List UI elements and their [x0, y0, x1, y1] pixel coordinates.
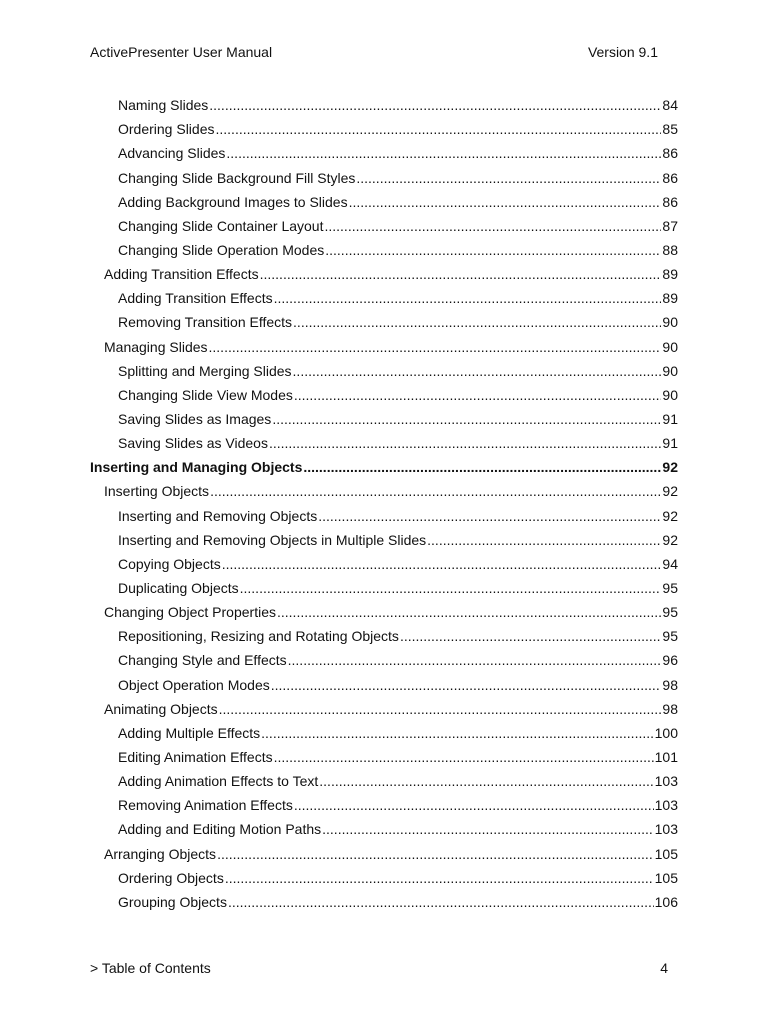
toc-entry-page: 96: [662, 652, 678, 669]
toc-entry[interactable]: [90, 645, 678, 669]
toc-entry-page: 90: [662, 386, 678, 403]
toc-entry-title: Changing Slide Container Layout: [118, 217, 324, 234]
toc-entry-title: Arranging Objects: [104, 845, 217, 862]
toc-entry-page: 90: [662, 362, 678, 379]
toc-entry-title: Changing Slide Background Fill Styles: [118, 169, 356, 186]
toc-entry-page: 84: [662, 97, 678, 114]
toc-entry-title: Duplicating Objects: [118, 579, 239, 596]
toc-entry[interactable]: [90, 597, 678, 621]
toc-entry-title: Inserting and Managing Objects: [90, 459, 303, 476]
page-header: [90, 44, 658, 64]
toc-dot-leader: [288, 652, 662, 669]
toc-dot-leader: [269, 435, 661, 452]
toc-dot-leader: [274, 290, 662, 307]
toc-entry-title: Managing Slides: [104, 338, 208, 355]
toc-entry-page: 103: [654, 797, 678, 814]
toc-entry-page: 89: [662, 266, 678, 283]
toc-entry[interactable]: [90, 356, 678, 380]
toc-entry-page: 98: [662, 700, 678, 717]
toc-entry-title: Saving Slides as Videos: [118, 435, 268, 452]
toc-dot-leader: [325, 242, 661, 259]
toc-dot-leader: [272, 411, 661, 428]
toc-entry-title: Removing Animation Effects: [118, 797, 293, 814]
toc-entry[interactable]: [90, 887, 678, 911]
toc-entry-title: Ordering Slides: [118, 121, 215, 138]
manual-title: ActivePresenter User Manual: [90, 44, 273, 60]
toc-dot-leader: [216, 121, 662, 138]
toc-entry[interactable]: [90, 766, 678, 790]
toc-dot-leader: [277, 604, 661, 621]
toc-entry-page: 90: [662, 338, 678, 355]
toc-entry[interactable]: [90, 259, 678, 283]
toc-dot-leader: [324, 218, 661, 235]
toc-dot-leader: [210, 483, 661, 500]
toc-entry-page: 91: [662, 435, 678, 452]
toc-dot-leader: [271, 677, 662, 694]
toc-entry-page: 103: [654, 821, 678, 838]
toc-entry-page: 85: [662, 121, 678, 138]
toc-dot-leader: [356, 170, 661, 187]
toc-entry-title: Copying Objects: [118, 555, 221, 572]
toc-entry-page: 100: [654, 724, 678, 741]
toc-entry-page: 88: [662, 241, 678, 258]
toc-entry-title: Naming Slides: [118, 97, 209, 114]
toc-dot-leader: [349, 194, 662, 211]
toc-entry[interactable]: [90, 187, 678, 211]
toc-dot-leader: [217, 846, 654, 863]
toc-entry-title: Inserting and Removing Objects: [118, 507, 318, 524]
toc-entry-title: Adding Background Images to Slides: [118, 193, 348, 210]
toc-entry-page: 105: [654, 869, 678, 886]
toc-dot-leader: [209, 97, 661, 114]
toc-entry-page: 95: [662, 628, 678, 645]
toc-dot-leader: [319, 773, 653, 790]
toc-entry-title: Grouping Objects: [118, 893, 227, 910]
toc-entry[interactable]: [90, 790, 678, 814]
toc-dot-leader: [219, 701, 662, 718]
toc-entry-page: 92: [662, 459, 678, 476]
toc-entry[interactable]: [90, 742, 678, 766]
toc-entry-title: Adding Multiple Effects: [118, 724, 261, 741]
toc-entry[interactable]: [90, 669, 678, 693]
toc-entry-title: Saving Slides as Images: [118, 410, 272, 427]
toc-entry-page: 89: [662, 290, 678, 307]
toc-dot-leader: [274, 749, 654, 766]
toc-dot-leader: [228, 894, 654, 911]
toc-entry-title: Changing Style and Effects: [118, 652, 287, 669]
toc-entry[interactable]: [90, 476, 678, 500]
toc-dot-leader: [294, 387, 662, 404]
toc-entry[interactable]: [90, 718, 678, 742]
toc-entry[interactable]: [90, 307, 678, 331]
toc-entry-title: Changing Slide View Modes: [118, 386, 293, 403]
toc-entry[interactable]: [90, 452, 678, 476]
toc-entry[interactable]: [90, 525, 678, 549]
toc-entry-page: 92: [662, 483, 678, 500]
toc-dot-leader: [400, 628, 661, 645]
toc-entry[interactable]: [90, 404, 678, 428]
toc-dot-leader: [240, 580, 662, 597]
toc-entry-page: 95: [662, 579, 678, 596]
toc-entry-title: Changing Slide Operation Modes: [118, 241, 325, 258]
toc-dot-leader: [293, 363, 662, 380]
toc-entry-title: Adding and Editing Motion Paths: [118, 821, 322, 838]
toc-entry[interactable]: [90, 138, 678, 162]
page-number: 4: [660, 960, 668, 976]
toc-entry-page: 98: [662, 676, 678, 693]
toc-entry[interactable]: [90, 162, 678, 186]
toc-entry-title: Splitting and Merging Slides: [118, 362, 292, 379]
toc-entry-title: Object Operation Modes: [118, 676, 270, 693]
toc-dot-leader: [260, 266, 662, 283]
toc-entry-title: Inserting and Removing Objects in Multiple Slides: [118, 531, 427, 548]
toc-entry-page: 105: [654, 845, 678, 862]
toc-entry-page: 91: [662, 410, 678, 427]
toc-entry[interactable]: [90, 863, 678, 887]
toc-dot-leader: [293, 314, 661, 331]
toc-dot-leader: [318, 508, 661, 525]
toc-dot-leader: [225, 870, 654, 887]
toc-entry[interactable]: [90, 428, 678, 452]
toc-entry[interactable]: [90, 114, 678, 138]
toc-entry-title: Ordering Objects: [118, 869, 224, 886]
toc-entry-page: 94: [662, 555, 678, 572]
toc-dot-leader: [222, 556, 662, 573]
toc-entry-page: 92: [662, 531, 678, 548]
toc-entry[interactable]: [90, 549, 678, 573]
toc-entry-title: Adding Animation Effects to Text: [118, 773, 319, 790]
toc-entry-title: Advancing Slides: [118, 145, 226, 162]
toc-dot-leader: [261, 725, 653, 742]
toc-entry-page: 106: [654, 893, 678, 910]
toc-entry-page: 87: [662, 217, 678, 234]
toc-entry[interactable]: [90, 283, 678, 307]
toc-entry-title: Animating Objects: [104, 700, 218, 717]
toc-entry[interactable]: [90, 211, 678, 235]
toc-dot-leader: [322, 821, 654, 838]
toc-entry-title: Editing Animation Effects: [118, 748, 273, 765]
table-of-contents: [90, 90, 678, 911]
toc-entry-title: Removing Transition Effects: [118, 314, 293, 331]
toc-entry[interactable]: [90, 90, 678, 114]
toc-breadcrumb-link[interactable]: > Table of Contents: [90, 960, 211, 976]
toc-entry-page: 86: [662, 193, 678, 210]
toc-entry-page: 86: [662, 169, 678, 186]
toc-dot-leader: [427, 532, 661, 549]
toc-entry-page: 95: [662, 604, 678, 621]
toc-dot-leader: [226, 145, 661, 162]
toc-entry[interactable]: [90, 814, 678, 838]
toc-entry[interactable]: [90, 500, 678, 524]
toc-entry-title: Adding Transition Effects: [104, 266, 259, 283]
toc-entry[interactable]: [90, 380, 678, 404]
toc-dot-leader: [294, 797, 654, 814]
toc-entry-page: 92: [662, 507, 678, 524]
toc-entry-page: 103: [654, 773, 678, 790]
toc-entry-page: 90: [662, 314, 678, 331]
toc-entry[interactable]: [90, 235, 678, 259]
toc-entry[interactable]: [90, 331, 678, 355]
toc-entry-page: 101: [654, 748, 678, 765]
toc-entry[interactable]: [90, 621, 678, 645]
toc-entry-page: 86: [662, 145, 678, 162]
toc-entry[interactable]: [90, 694, 678, 718]
toc-dot-leader: [303, 459, 661, 476]
toc-entry-title: Changing Object Properties: [104, 604, 276, 621]
toc-entry[interactable]: [90, 838, 678, 862]
toc-entry-title: Inserting Objects: [104, 483, 210, 500]
toc-dot-leader: [209, 339, 662, 356]
toc-entry-title: Repositioning, Resizing and Rotating Objects: [118, 628, 399, 645]
version-label: Version 9.1: [587, 44, 658, 60]
toc-entry[interactable]: [90, 573, 678, 597]
toc-entry-title: Adding Transition Effects: [118, 290, 273, 307]
page-footer: [90, 960, 668, 980]
